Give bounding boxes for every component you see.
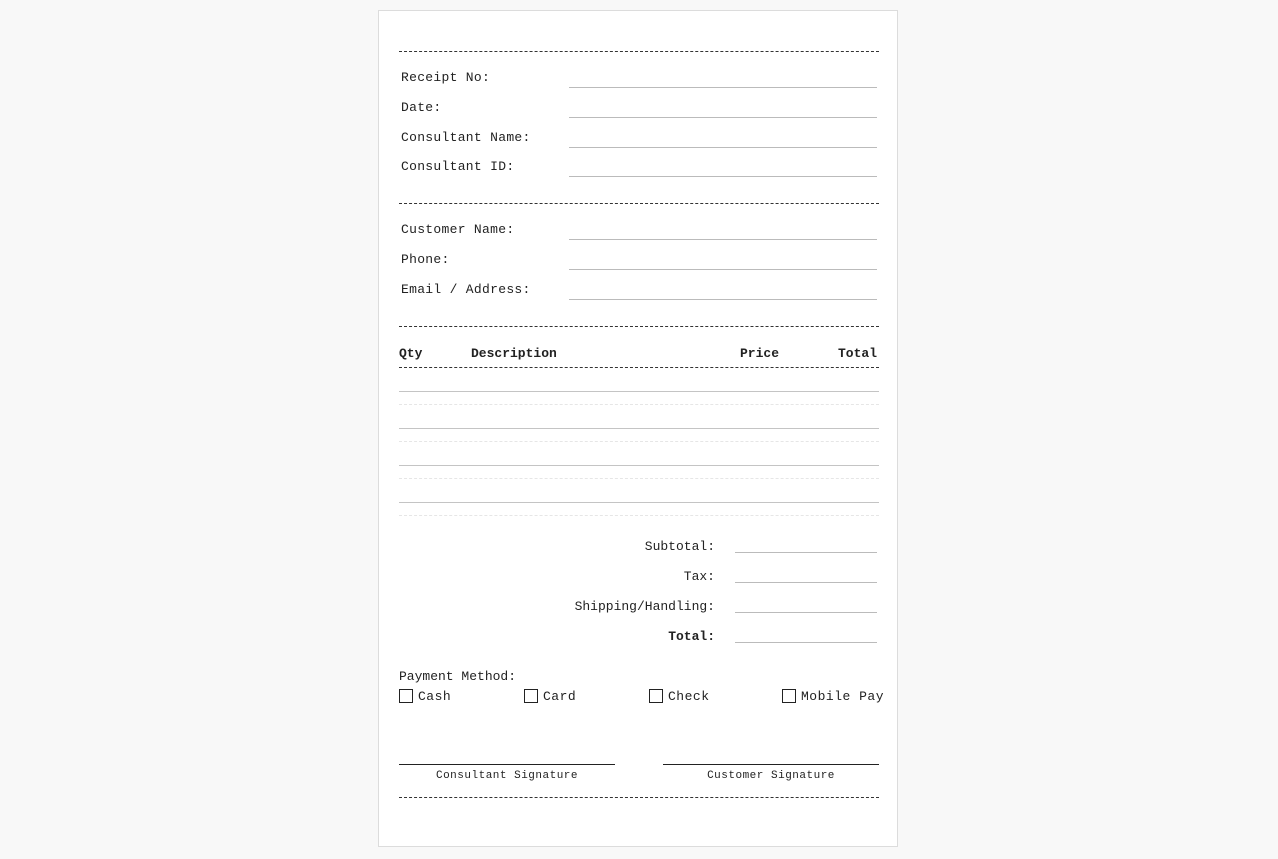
- item-row-separator: [399, 441, 879, 442]
- subtotal-label: Subtotal:: [644, 539, 715, 554]
- total-field[interactable]: [735, 642, 877, 643]
- email-address-field[interactable]: [569, 299, 877, 300]
- consultant-id-field[interactable]: [569, 176, 877, 177]
- customer-signature-line[interactable]: [663, 764, 879, 765]
- phone-field[interactable]: [569, 269, 877, 270]
- consultant-signature-line[interactable]: [399, 764, 615, 765]
- mobile-pay-label: Mobile Pay: [801, 689, 885, 704]
- customer-signature-label: Customer Signature: [707, 770, 835, 782]
- divider-bottom: [399, 797, 879, 798]
- receipt-no-row: [401, 68, 877, 88]
- consultant-id-row: [401, 157, 877, 177]
- consultant-id-label: Consultant ID:: [401, 159, 515, 174]
- date-field[interactable]: [569, 117, 877, 118]
- date-row: [401, 98, 877, 118]
- tax-label: Tax:: [683, 569, 715, 584]
- total-label: Total:: [668, 629, 715, 644]
- item-row-separator: [399, 515, 879, 516]
- column-header-total: Total: [837, 346, 877, 361]
- divider-customer: [399, 203, 879, 204]
- check-label: Check: [668, 689, 710, 704]
- item-row-line[interactable]: [399, 502, 879, 503]
- column-header-description: Description: [471, 346, 557, 361]
- check-checkbox[interactable]: [649, 689, 663, 703]
- card-checkbox[interactable]: [524, 689, 538, 703]
- tax-field[interactable]: [735, 582, 877, 583]
- shipping-label: Shipping/Handling:: [574, 599, 715, 614]
- column-header-qty: Qty: [399, 346, 423, 361]
- item-row-line[interactable]: [399, 465, 879, 466]
- customer-name-label: Customer Name:: [401, 222, 515, 237]
- cash-checkbox[interactable]: [399, 689, 413, 703]
- cash-label: Cash: [418, 689, 452, 704]
- item-row-line[interactable]: [399, 428, 879, 429]
- shipping-field[interactable]: [735, 612, 877, 613]
- consultant-name-row: [401, 128, 877, 148]
- email-address-label: Email / Address:: [401, 282, 531, 297]
- mobile-pay-checkbox[interactable]: [782, 689, 796, 703]
- item-row-line[interactable]: [399, 391, 879, 392]
- consultant-name-label: Consultant Name:: [401, 130, 531, 145]
- card-label: Card: [543, 689, 577, 704]
- consultant-signature-label: Consultant Signature: [435, 770, 579, 782]
- column-header-price: Price: [739, 346, 779, 361]
- subtotal-field[interactable]: [735, 552, 877, 553]
- receipt-no-label: Receipt No:: [401, 70, 491, 85]
- consultant-name-field[interactable]: [569, 147, 877, 148]
- phone-label: Phone:: [401, 252, 450, 267]
- item-row-separator: [399, 404, 879, 405]
- phone-row: [401, 250, 877, 270]
- receipt-no-field[interactable]: [569, 87, 877, 88]
- email-address-row: [401, 280, 877, 300]
- item-row-separator: [399, 478, 879, 479]
- divider-top: [399, 51, 879, 52]
- customer-name-row: [401, 220, 877, 240]
- divider-table-header: [399, 367, 879, 368]
- customer-name-field[interactable]: [569, 239, 877, 240]
- date-label: Date:: [401, 100, 442, 115]
- divider-items: [399, 326, 879, 327]
- payment-method-title: Payment Method:: [399, 669, 517, 684]
- receipt-form: [378, 10, 898, 847]
